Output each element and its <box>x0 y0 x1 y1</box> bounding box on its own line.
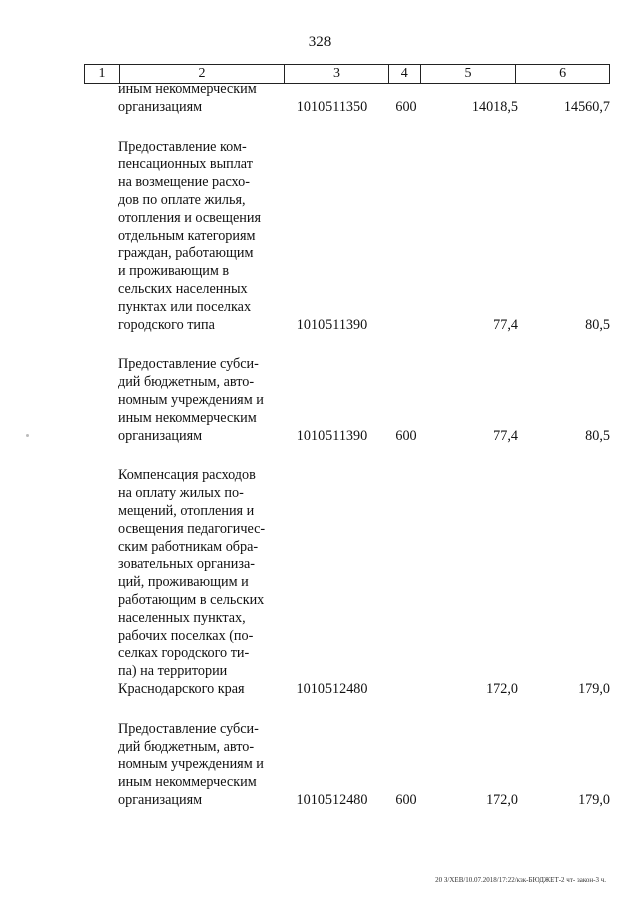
description-line: иным некоммерческим <box>118 409 257 426</box>
description-line: и проживающим в <box>118 263 230 280</box>
description-line: Предоставление субси- <box>118 720 259 737</box>
description-line: городского типа <box>118 316 215 333</box>
description-line: иным некоммерческим <box>118 774 257 791</box>
description-line: Предоставление ком- <box>118 138 247 155</box>
description-line: граждан, работающим <box>118 245 254 262</box>
description-line: организациям <box>118 98 203 115</box>
description-line: дов по оплате жилья, <box>118 191 246 208</box>
row-description <box>118 467 278 698</box>
amount-year-1: 172,0 <box>486 680 518 697</box>
amount-year-2: 179,0 <box>578 791 610 808</box>
description-line: пунктах или поселках <box>118 298 252 315</box>
header-cell-col3: 3 <box>284 65 388 83</box>
page-number: 328 <box>308 34 332 50</box>
header-cell-col1: 1 <box>98 66 106 81</box>
description-line: рабочих поселках (по- <box>118 627 254 644</box>
description-line: номным учреждениям и <box>118 756 264 773</box>
amount-year-2: 80,5 <box>585 316 610 333</box>
header-cell-col4: 4 <box>388 65 420 83</box>
row-description <box>118 356 278 445</box>
target-article-code: 1010511390 <box>296 427 368 444</box>
description-line: зовательных организа- <box>118 556 255 573</box>
expense-type-code: 600 <box>395 427 417 444</box>
header-cell-col2: 2 <box>119 65 284 83</box>
description-line: мещений, отопления и <box>118 502 255 519</box>
description-line: ций, проживающим и <box>118 574 249 591</box>
description-line: иным некоммерческим <box>118 81 257 97</box>
description-line: Компенсация расходов <box>118 467 256 484</box>
description-line: населенных пунктах, <box>118 609 246 626</box>
description-line: на оплату жилых по- <box>118 485 244 502</box>
header-cell-col5: 5 <box>420 65 516 83</box>
target-article-code: 1010512480 <box>296 680 368 697</box>
scan-margin-dot <box>26 434 29 437</box>
table-body <box>118 81 610 810</box>
table-row <box>118 139 610 335</box>
amount-year-2: 179,0 <box>578 680 610 697</box>
amount-year-1: 77,4 <box>493 316 518 333</box>
description-line: отопления и освещения <box>118 209 261 226</box>
expense-type-code: 600 <box>395 98 417 115</box>
amount-year-1: 14018,5 <box>471 98 518 115</box>
expense-type-code: 600 <box>395 791 417 808</box>
amount-year-2: 80,5 <box>585 427 610 444</box>
description-line: номным учреждениям и <box>118 391 264 408</box>
description-line: на возмещение расхо- <box>118 174 250 191</box>
amount-year-1: 77,4 <box>493 427 518 444</box>
amount-year-1: 172,0 <box>486 791 518 808</box>
target-article-code: 1010511350 <box>296 98 368 115</box>
description-line: освещения педагогичес- <box>118 520 266 537</box>
description-line: пенсационных выплат <box>118 156 253 173</box>
footer-document-reference: 20 З/ХЕВ/10.07.2018/17:22/кзк-БЮДЖЕТ-2 чт- закон-3 ч. <box>435 876 606 884</box>
target-article-code: 1010511390 <box>296 316 368 333</box>
description-line: Краснодарского края <box>118 680 245 697</box>
description-line: па) на территории <box>118 663 228 680</box>
row-description <box>118 81 278 117</box>
description-line: селках городского ти- <box>118 645 250 662</box>
description-line: Предоставление субси- <box>118 356 259 373</box>
target-article-code: 1010512480 <box>296 791 368 808</box>
description-line: ским работникам обра- <box>118 538 259 555</box>
description-line: отдельным категориям <box>118 227 256 244</box>
amount-year-2: 14560,7 <box>563 98 610 115</box>
row-description <box>118 139 278 335</box>
table-row <box>118 356 610 445</box>
row-description <box>118 721 278 810</box>
description-line: работающим в сельских <box>118 591 265 608</box>
table-row <box>118 721 610 810</box>
description-line: дий бюджетным, авто- <box>118 374 255 391</box>
table-row <box>118 81 610 117</box>
header-cell-col6: 6 <box>515 65 609 83</box>
description-line: организациям <box>118 427 203 444</box>
description-line: дий бюджетным, авто- <box>118 738 255 755</box>
description-line: организациям <box>118 791 203 808</box>
table-row <box>118 467 610 698</box>
description-line: сельских населенных <box>118 280 248 297</box>
